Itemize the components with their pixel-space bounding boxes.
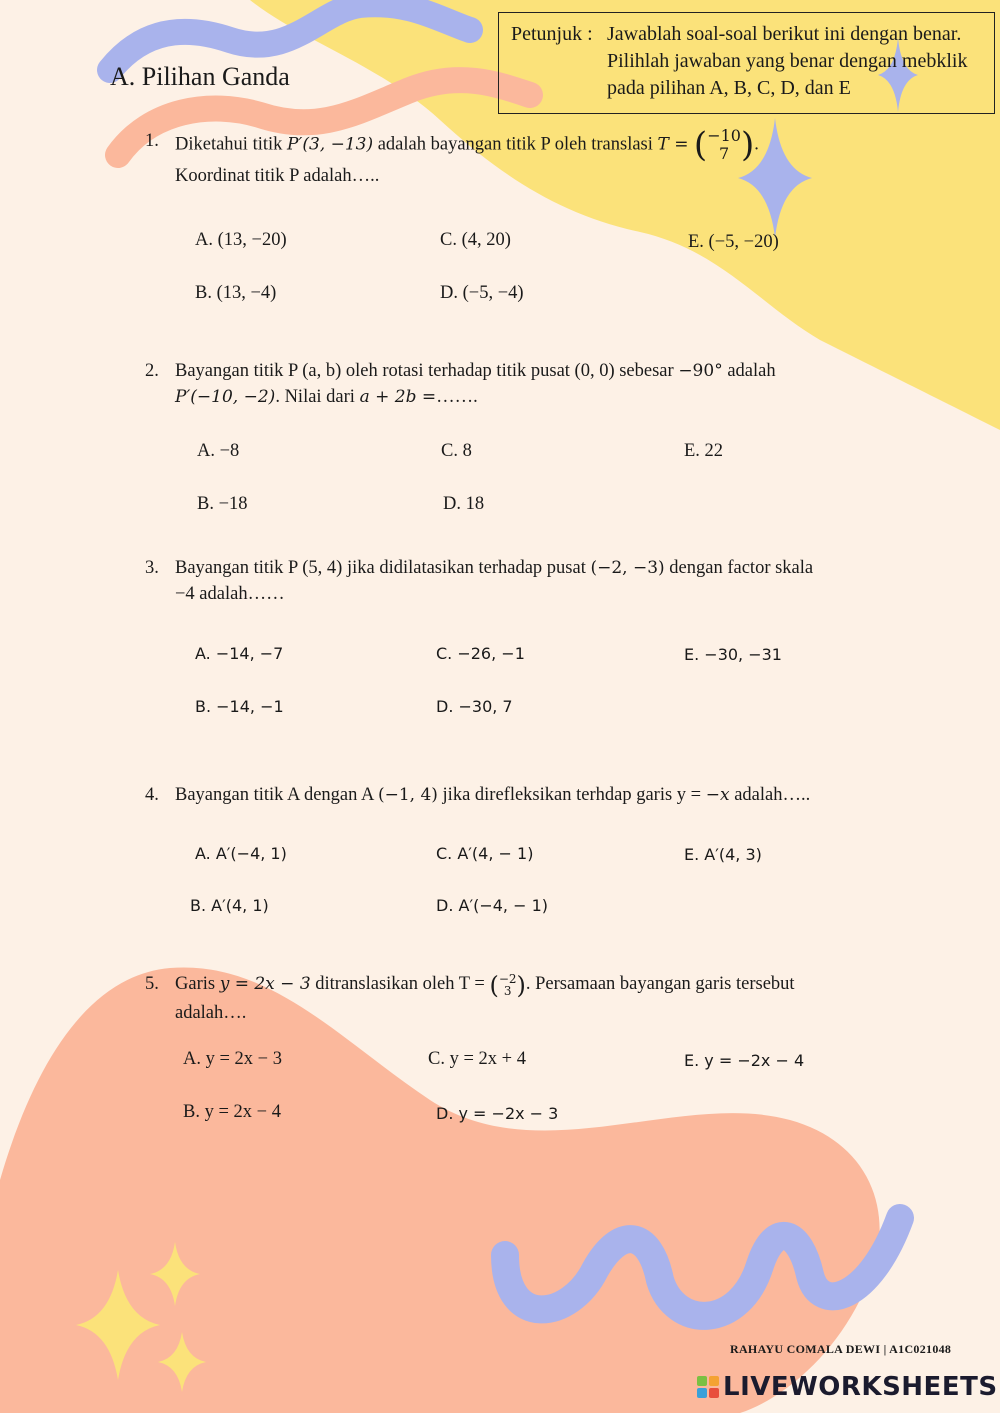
option-c[interactable]: C. 8 [441, 441, 472, 461]
question-number: 1. [145, 131, 159, 151]
option-d[interactable]: D. (−5, −4) [440, 283, 524, 303]
instruction-box [498, 12, 995, 114]
option-b[interactable]: B. −18 [197, 494, 248, 514]
option-e[interactable]: E. y = −2x − 4 [684, 1051, 805, 1070]
option-d[interactable]: D. y = −2x − 3 [436, 1104, 559, 1123]
section-title: A. Pilihan Ganda [110, 62, 290, 91]
question-text-line-1: Bayangan titik A dengan A (−1, 4) jika direfleksikan terhdap garis y = −x adalah….. [175, 785, 811, 805]
question-text-line-2: Koordinat titik P adalah….. [175, 166, 380, 186]
instruction-label: Petunjuk : [511, 23, 593, 45]
translation-vector: (−2 3 ) [489, 970, 526, 999]
question-number: 5. [145, 974, 159, 994]
option-b[interactable]: B. A′(4, 1) [190, 896, 269, 915]
question-text-line-2: adalah…. [175, 1003, 247, 1023]
question-text-line-1: Bayangan titik P (5, 4) jika didilatasikan terhadap pusat (−2, −3) dengan factor skala [175, 558, 814, 578]
question-text-line-2: P′(−10, −2). Nilai dari a + 2b =……. [175, 387, 478, 407]
option-b[interactable]: B. y = 2x − 4 [183, 1102, 281, 1122]
option-c[interactable]: C. (4, 20) [440, 230, 511, 250]
question-number: 4. [145, 785, 159, 805]
option-a[interactable]: A. −8 [197, 441, 240, 461]
option-b[interactable]: B. −14, −1 [195, 697, 284, 716]
option-a[interactable]: A. A′(−4, 1) [195, 844, 287, 863]
option-c[interactable]: C. −26, −1 [436, 644, 525, 663]
author-footer: RAHAYU COMALA DEWI | A1C021048 [730, 1342, 952, 1356]
question-number: 3. [145, 558, 159, 578]
question-text-line-2: −4 adalah…… [175, 584, 285, 604]
option-d[interactable]: D. A′(−4, − 1) [436, 896, 548, 915]
option-c[interactable]: C. y = 2x + 4 [428, 1049, 526, 1069]
liveworksheets-logo[interactable] [697, 1372, 998, 1402]
option-e[interactable]: E. (−5, −20) [688, 232, 779, 252]
option-e[interactable]: E. −30, −31 [684, 645, 782, 664]
option-d[interactable]: D. −30, 7 [436, 697, 513, 716]
option-a[interactable]: A. y = 2x − 3 [183, 1049, 282, 1069]
option-d[interactable]: D. 18 [443, 494, 485, 514]
question-text-line-1: Diketahui titik P′(3, −13) adalah bayangan titik P oleh translasi T = (−10 7 ). [175, 125, 759, 165]
translation-vector: (−10 7 ) [693, 125, 755, 165]
option-a[interactable]: A. −14, −7 [195, 644, 284, 663]
option-c[interactable]: C. A′(4, − 1) [436, 844, 534, 863]
option-b[interactable]: B. (13, −4) [195, 283, 277, 303]
option-e[interactable]: E. A′(4, 3) [684, 845, 762, 864]
option-e[interactable]: E. 22 [684, 441, 724, 461]
brand-name: LIVEWORKSHEETS [723, 1372, 998, 1402]
question-text-line-1: Garis y = 2x − 3 ditranslasikan oleh T = (−2 3 ). Persamaan bayangan garis tersebut [175, 970, 795, 999]
question-text-line-1: Bayangan titik P (a, b) oleh rotasi terhadap titik pusat (0, 0) sebesar −90° adalah [175, 361, 776, 381]
question-number: 2. [145, 361, 159, 381]
liveworksheets-icon [697, 1376, 719, 1398]
option-a[interactable]: A. (13, −20) [195, 230, 287, 250]
instruction-text: Jawablah soal-soal berikut ini dengan benar. Pilihlah jawaban yang benar dengan mebklik pada pilihan A, B, C, D, dan E [607, 23, 968, 99]
